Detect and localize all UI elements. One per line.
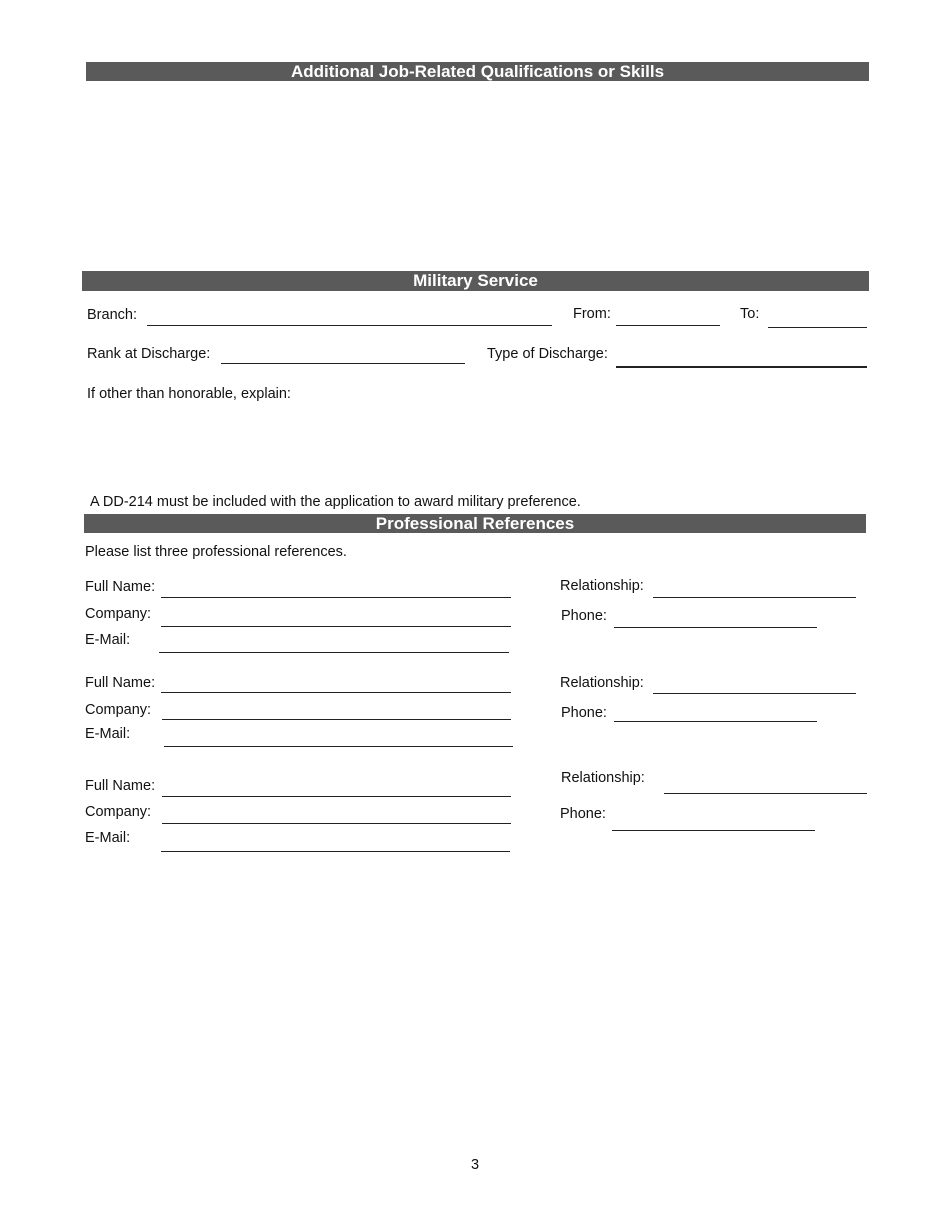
phone-label: Phone: <box>560 806 606 822</box>
relationship-field[interactable] <box>664 793 867 794</box>
email-label: E-Mail: <box>85 830 131 846</box>
phone-field[interactable] <box>614 721 817 722</box>
full-name-label: Full Name: <box>85 579 156 595</box>
qualifications-text-area[interactable] <box>86 84 869 266</box>
explain-text-area[interactable] <box>87 406 867 490</box>
explain-label: If other than honorable, explain: <box>87 386 291 402</box>
to-label: To: <box>740 306 760 322</box>
company-label: Company: <box>85 804 152 820</box>
from-date-field[interactable] <box>616 325 720 326</box>
company-label: Company: <box>85 702 152 718</box>
to-date-field[interactable] <box>768 327 867 328</box>
branch-field[interactable] <box>147 325 552 326</box>
branch-label: Branch: <box>87 307 137 323</box>
relationship-field[interactable] <box>653 597 856 598</box>
military-service-header: Military Service <box>82 271 869 291</box>
company-field[interactable] <box>162 823 511 824</box>
email-field[interactable] <box>164 746 513 747</box>
phone-field[interactable] <box>612 830 815 831</box>
full-name-field[interactable] <box>161 692 511 693</box>
email-field[interactable] <box>159 652 509 653</box>
dd214-note: A DD-214 must be included with the application to award military preference. <box>90 494 581 510</box>
type-of-discharge-label: Type of Discharge: <box>487 346 608 362</box>
company-label: Company: <box>85 606 152 622</box>
full-name-label: Full Name: <box>85 675 156 691</box>
email-label: E-Mail: <box>85 632 131 648</box>
type-of-discharge-field[interactable] <box>616 366 867 368</box>
relationship-label: Relationship: <box>560 578 644 594</box>
relationship-field[interactable] <box>653 693 856 694</box>
from-label: From: <box>573 306 611 322</box>
relationship-label: Relationship: <box>560 675 644 691</box>
rank-at-discharge-field[interactable] <box>221 363 465 364</box>
phone-label: Phone: <box>561 705 607 721</box>
professional-references-header: Professional References <box>84 514 866 533</box>
references-instructions: Please list three professional references. <box>85 544 347 560</box>
full-name-field[interactable] <box>161 597 511 598</box>
page-number: 3 <box>470 1157 480 1173</box>
company-field[interactable] <box>162 719 511 720</box>
company-field[interactable] <box>161 626 511 627</box>
qualifications-header: Additional Job-Related Qualifications or Skills <box>86 62 869 81</box>
email-label: E-Mail: <box>85 726 131 742</box>
relationship-label: Relationship: <box>561 770 645 786</box>
full-name-field[interactable] <box>162 796 511 797</box>
rank-at-discharge-label: Rank at Discharge: <box>87 346 211 362</box>
full-name-label: Full Name: <box>85 778 156 794</box>
phone-field[interactable] <box>614 627 817 628</box>
phone-label: Phone: <box>561 608 607 624</box>
email-field[interactable] <box>161 851 510 852</box>
